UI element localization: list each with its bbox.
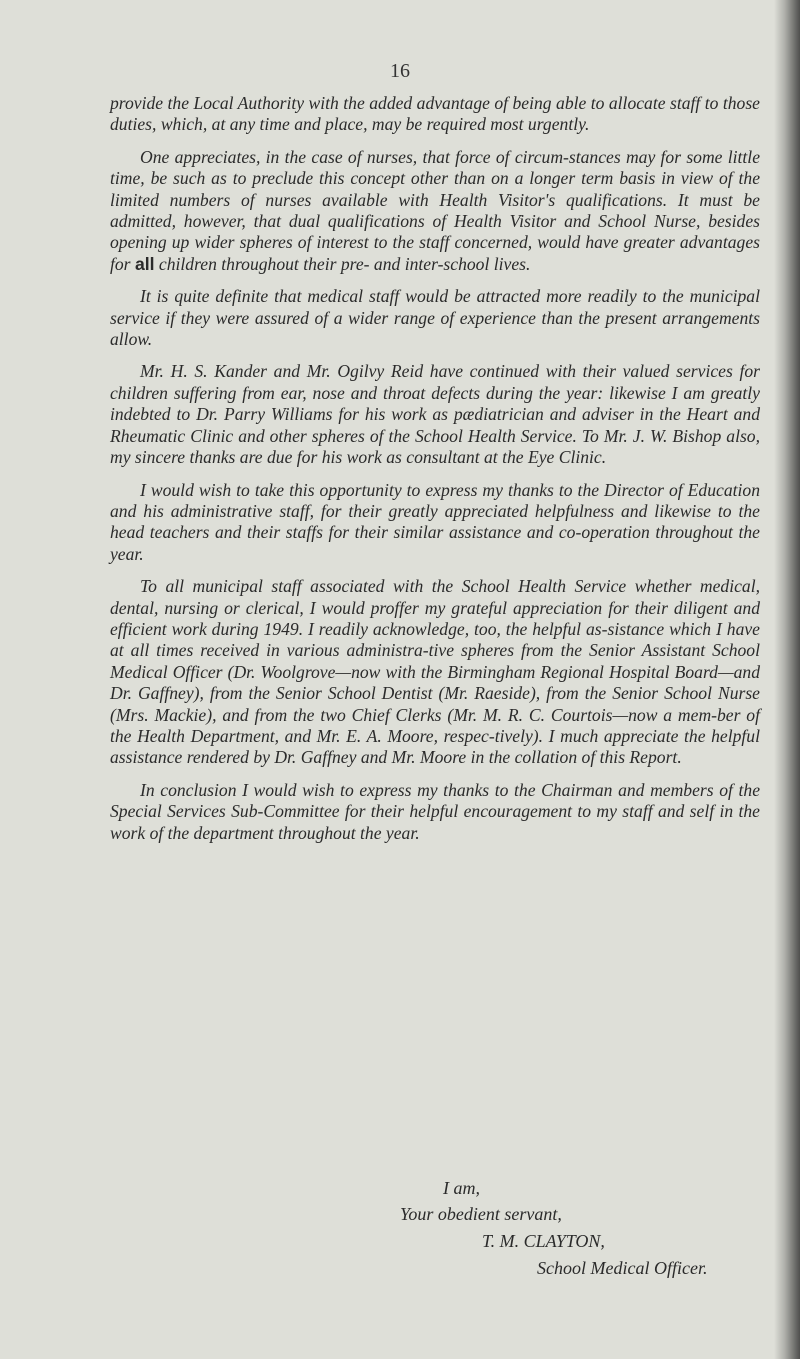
paragraph-7: In conclusion I would wish to express my thanks to the Chairman and members of the Special Services Sub-Committee for their helpful encouragement to my staff and self in the work of the department throughout the year. [110,779,760,843]
report-body [110,93,760,855]
paragraph-5: I would wish to take this opportunity to express my thanks to the Director of Education and his administrative staff, for their greatly appreciated helpfulness and likewise to the head teachers and their staffs for their similar assistance and co-operation throughout the year. [110,479,760,564]
paragraph-4: Mr. H. S. Kander and Mr. Ogilvy Reid have continued with their valued services for children suffering from ear, nose and throat defects during the year: likewise I am greatly indebted to Dr. Parry Williams for his work as pædiatrician and adviser in the Heart and Rheumatic Clinic and other spheres of the School Health Service. To Mr. J. W. Bishop also, my sincere thanks are due for his work as consultant at the Eye Clinic. [110,361,760,468]
paragraph-2-text-a: One appreciates, in the case of nurses, that force of circum-stances may for some little time, be such as to preclude this concept other than on a longer term basis in view of the limited numbers of nurses available with Health Visitor's qualifications. It must be admitted, however, that dual qualifications of Health Visitor and School Nurse, besides opening up wider spheres of interest to the staff concerned, would have greater advantages for [110,146,760,274]
paragraph-2-emphasis: all [134,253,155,274]
signoff-servant: Your obedient servant, [400,1204,562,1224]
page-number: 16 [390,60,410,82]
page-edge-shadow [774,0,800,1359]
paragraph-2 [110,147,760,275]
signoff-name: T. M. CLAYTON, [482,1231,605,1251]
paragraph-3: It is quite definite that medical staff would be attracted more readily to the municipal service if they were assured of a wider range of experience than the present arrangements allow. [110,286,760,350]
signoff-i-am: I am, [443,1178,480,1198]
paragraph-2-text-b: children throughout their pre- and inter-school lives. [154,253,531,274]
paragraph-6: To all municipal staff associated with the School Health Service whether medical, dental, nursing or clerical, I would proffer my grateful appreciation for their diligent and efficient work during 1949. I readily acknowledge, too, the helpful as-sistance which I have at all times received in various administra-tive spheres from the Senior Assistant School Medical Officer (Dr. Woolgrove—now with the Birmingham Regional Hospital Board—and Dr. Gaffney), from the Senior School Dentist (Mr. Raeside), from the Senior School Nurse (Mrs. Mackie), and from the two Chief Clerks (Mr. M. R. C. Courtois—now a mem-ber of the Health Department, and Mr. E. A. Moore, respec-tively). I much appreciate the helpful assistance rendered by Dr. Gaffney and Mr. Moore in the collation of this Report. [110,576,760,768]
signoff-title: School Medical Officer. [537,1258,708,1278]
paragraph-1: provide the Local Authority with the added advantage of being able to allocate staff to those duties, which, at any time and place, may be required most urgently. [110,93,760,135]
